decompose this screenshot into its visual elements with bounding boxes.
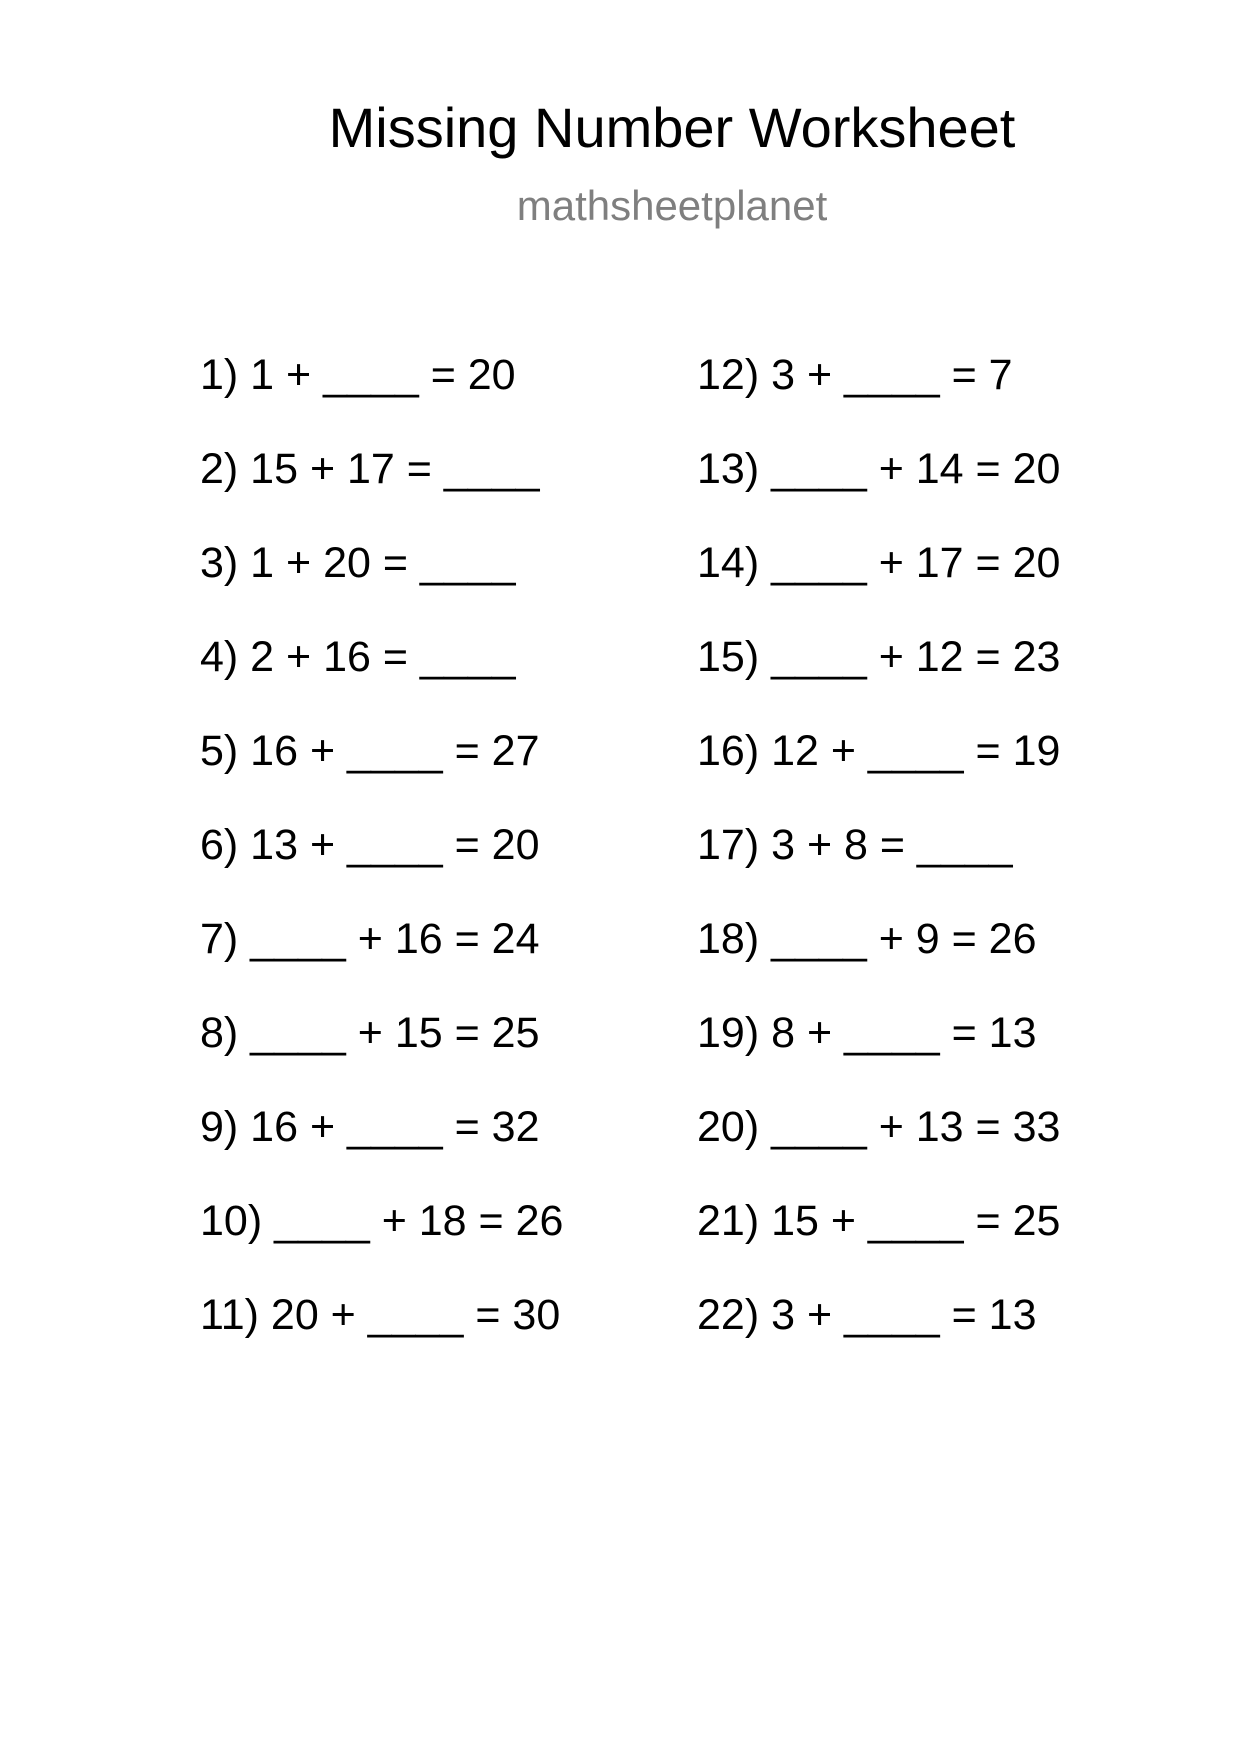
problem-item: 18) ____ + 9 = 26: [697, 915, 1037, 963]
problem-item: 2) 15 + 17 = ____: [200, 445, 540, 493]
problem-item: 10) ____ + 18 = 26: [200, 1197, 564, 1245]
problem-item: 17) 3 + 8 = ____: [697, 821, 1013, 869]
problem-item: 7) ____ + 16 = 24: [200, 915, 540, 963]
problem-item: 5) 16 + ____ = 27: [200, 727, 540, 775]
problem-item: 3) 1 + 20 = ____: [200, 539, 516, 587]
problem-item: 22) 3 + ____ = 13: [697, 1291, 1037, 1339]
problem-item: 11) 20 + ____ = 30: [200, 1291, 561, 1339]
problem-item: 4) 2 + 16 = ____: [200, 633, 516, 681]
problem-item: 15) ____ + 12 = 23: [697, 633, 1061, 681]
problem-item: 20) ____ + 13 = 33: [697, 1103, 1061, 1151]
problem-item: 6) 13 + ____ = 20: [200, 821, 540, 869]
problem-item: 19) 8 + ____ = 13: [697, 1009, 1037, 1057]
problem-item: 9) 16 + ____ = 32: [200, 1103, 540, 1151]
problem-item: 16) 12 + ____ = 19: [697, 727, 1061, 775]
problem-item: 8) ____ + 15 = 25: [200, 1009, 540, 1057]
worksheet-title: Missing Number Worksheet: [328, 96, 1016, 159]
problem-item: 1) 1 + ____ = 20: [200, 351, 516, 399]
worksheet-subtitle: mathsheetplanet: [516, 182, 828, 229]
problem-item: 14) ____ + 17 = 20: [697, 539, 1061, 587]
problem-item: 13) ____ + 14 = 20: [697, 445, 1061, 493]
problem-item: 12) 3 + ____ = 7: [697, 351, 1013, 399]
problem-item: 21) 15 + ____ = 25: [697, 1197, 1061, 1245]
